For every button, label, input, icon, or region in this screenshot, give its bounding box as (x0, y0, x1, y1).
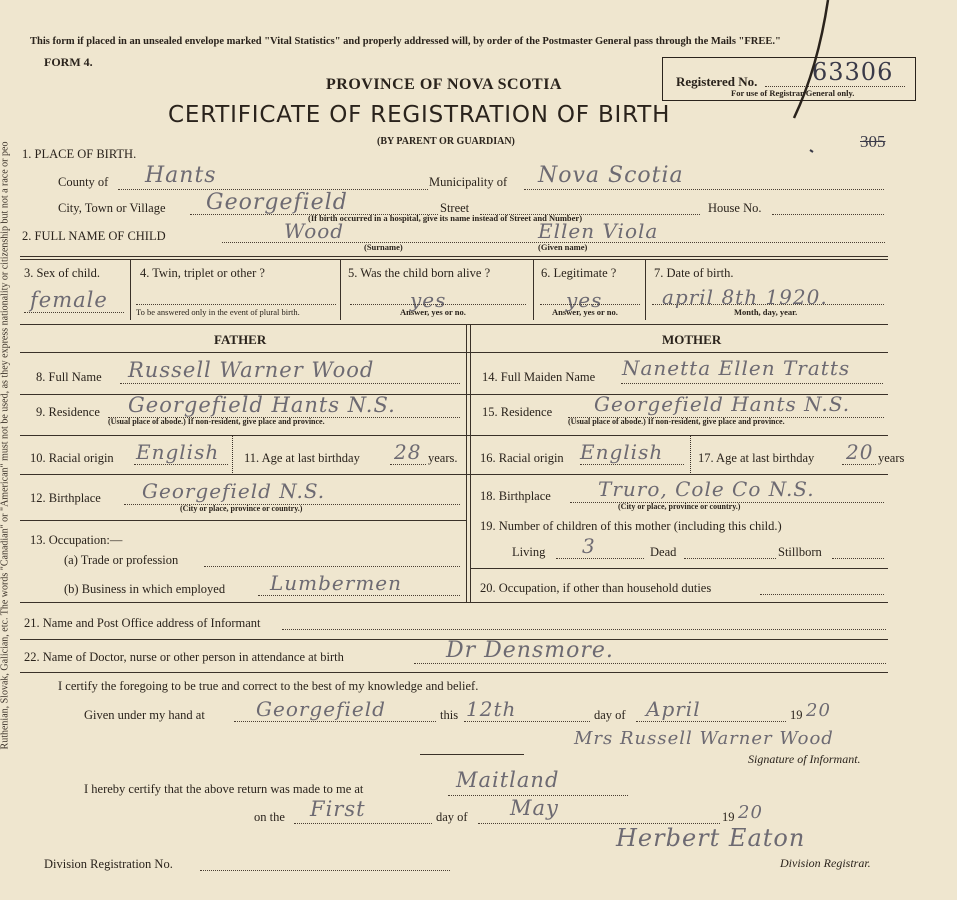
form-number: FORM 4. (44, 55, 93, 69)
business-label: (b) Business in which employed (64, 582, 226, 596)
given-name-note: (Given name) (538, 242, 588, 252)
father-residence: Georgefield Hants N.S. (128, 393, 396, 417)
given-label: Given under my hand at (84, 708, 205, 722)
mother-residence-label: 15. Residence (482, 405, 553, 419)
municipality-label: Municipality of (429, 175, 508, 189)
street-label: Street (440, 201, 470, 215)
mother-heading: MOTHER (662, 332, 722, 347)
children-label: 19. Number of children of this mother (including this child.) (480, 519, 782, 533)
page-title: CERTIFICATE OF REGISTRATION OF BIRTH (168, 102, 671, 128)
twin-label: 4. Twin, triplet or other ? (140, 266, 265, 280)
this-label: this (440, 708, 459, 722)
father-race-label: 10. Racial origin (30, 451, 114, 465)
child-given-name: Ellen Viola (538, 219, 659, 243)
street-note: (If birth occurred in a hospital, give its name instead of Street and Number) (308, 213, 583, 223)
dob-note: Month, day, year. (734, 307, 798, 317)
living-label: Living (512, 545, 546, 559)
page-subtitle: (BY PARENT OR GUARDIAN) (377, 136, 515, 147)
father-age-label: 11. Age at last birthday (244, 451, 360, 465)
doctor-value: Dr Densmore. (446, 638, 614, 663)
informant-signature: Mrs Russell Warner Wood (574, 728, 834, 749)
given-year-suffix: 20 (806, 700, 831, 721)
alive-label: 5. Was the child born alive ? (348, 266, 491, 280)
mother-age-label: 17. Age at last birthday (698, 451, 815, 465)
father-residence-label: 9. Residence (36, 405, 100, 419)
mother-race: English (580, 440, 664, 464)
on-the-label: on the (254, 810, 285, 824)
registrar-year-suffix: 20 (738, 802, 763, 823)
mother-birthplace-label: 18. Birthplace (480, 489, 551, 503)
mother-name: Nanetta Ellen Tratts (622, 356, 851, 380)
registrar-signature: Herbert Eaton (616, 824, 806, 852)
registrar-certify: I hereby certify that the above return was made to me at (84, 782, 364, 796)
doctor-label: 22. Name of Doctor, nurse or other person in attendance at birth (24, 650, 344, 664)
child-surname: Wood (284, 219, 345, 243)
mother-residence-note: (Usual place of abode.) If non-resident, give place and province. (568, 417, 785, 426)
stillborn-label: Stillborn (778, 545, 822, 559)
alive-value: yes (410, 288, 447, 312)
given-place: Georgefield (256, 697, 386, 721)
father-birthplace-note: (City or place, province or country.) (180, 504, 303, 513)
legitimate-label: 6. Legitimate ? (541, 266, 617, 280)
mother-birthplace: Truro, Cole Co N.S. (598, 477, 815, 501)
certify-statement: I certify the foregoing to be true and correct to the best of my knowledge and belief. (58, 679, 479, 693)
province-heading: PROVINCE OF NOVA SCOTIA (326, 76, 562, 93)
father-name-label: 8. Full Name (36, 370, 102, 384)
place-heading: 1. PLACE OF BIRTH. (22, 147, 137, 161)
informant-label: 21. Name and Post Office address of Informant (24, 616, 261, 630)
legitimate-note: Answer, yes or no. (552, 307, 618, 317)
sex-label: 3. Sex of child. (24, 266, 101, 280)
father-years: years. (428, 451, 458, 465)
registrar-signature-label: Division Registrar. (780, 856, 871, 870)
postal-notice: This form if placed in an unsealed envelope marked "Vital Statistics" and properly addressed will, by order of the Postmaster General pass through the Mails "FREE." (30, 36, 781, 47)
given-month: April (646, 697, 701, 721)
municipality-value: Nova Scotia (538, 163, 684, 188)
trade-label: (a) Trade or profession (64, 553, 179, 567)
county-value: Hants (145, 163, 217, 188)
registrar-day-of-label: day of (436, 810, 468, 824)
registrar-day: First (310, 797, 366, 821)
father-heading: FATHER (214, 332, 267, 347)
dob-value: april 8th 1920. (662, 285, 828, 309)
day-of-label: day of (594, 708, 626, 722)
informant-signature-label: Signature of Informant. (748, 752, 861, 766)
father-race: English (136, 440, 220, 464)
mother-race-label: 16. Racial origin (480, 451, 564, 465)
division-number-label: Division Registration No. (44, 857, 173, 871)
father-age: 28 (394, 440, 422, 464)
father-residence-note: (Usual place of abode.) If non-resident, give place and province. (108, 417, 325, 426)
given-year-prefix: 19 (790, 708, 803, 722)
county-label: County of (58, 175, 109, 189)
mother-residence: Georgefield Hants N.S. (594, 392, 851, 416)
city-label: City, Town or Village (58, 201, 166, 215)
twin-note: To be answered only in the event of plural birth. (136, 307, 300, 317)
surname-note: (Surname) (364, 242, 403, 252)
dob-label: 7. Date of birth. (654, 266, 734, 280)
legitimate-value: yes (566, 288, 603, 312)
registered-note: For use of Registrar General only. (731, 88, 855, 98)
alive-note: Answer, yes or no. (400, 307, 466, 317)
city-value: Georgefield (206, 190, 348, 215)
registrar-month: May (510, 796, 559, 820)
mother-years: years (878, 451, 905, 465)
house-label: House No. (708, 201, 762, 215)
corner-number: 305 (860, 132, 886, 151)
registered-number: 63306 (812, 58, 894, 86)
father-birthplace: Georgefield N.S. (142, 479, 326, 503)
registrar-place: Maitland (456, 768, 560, 792)
occupation-label: 13. Occupation:— (30, 533, 123, 547)
registrar-year-prefix: 19 (722, 810, 735, 824)
mother-name-label: 14. Full Maiden Name (482, 370, 596, 384)
mother-birthplace-note: (City or place, province or country.) (618, 502, 741, 511)
mother-age: 20 (846, 440, 874, 464)
dead-label: Dead (650, 545, 677, 559)
sex-value: female (30, 288, 108, 312)
registered-label: Registered No. (676, 74, 758, 89)
father-name: Russell Warner Wood (128, 358, 375, 382)
child-name-label: 2. FULL NAME OF CHILD (22, 229, 166, 243)
given-day: 12th (466, 697, 517, 721)
living-value: 3 (582, 534, 596, 558)
side-margin-text: Ruthenian, Slovak, Galician, etc. The words "Canadian" or "American" must not be used, as they express nationality or citizenship but not a race or peo (0, 141, 11, 750)
father-birthplace-label: 12. Birthplace (30, 491, 101, 505)
father-business: Lumbermen (270, 571, 403, 595)
mother-occupation-label: 20. Occupation, if other than household duties (480, 581, 712, 595)
